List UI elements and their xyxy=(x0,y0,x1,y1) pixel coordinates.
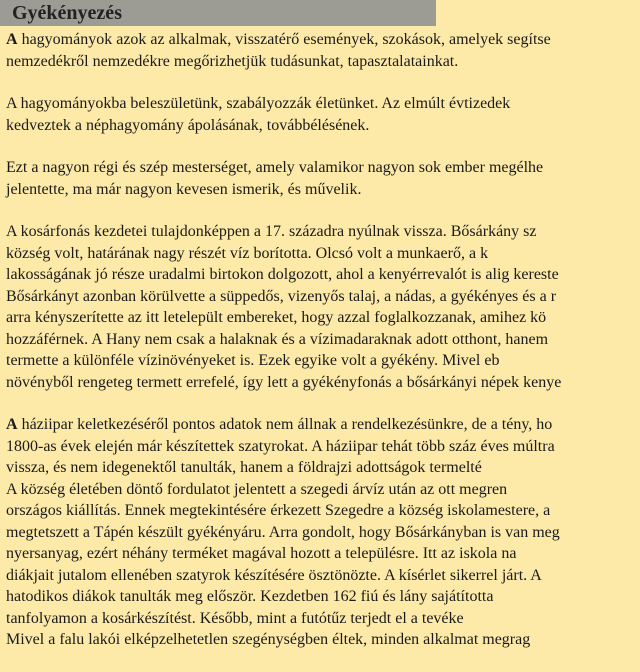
paragraph-4 xyxy=(6,221,640,393)
paragraph-5 xyxy=(6,414,640,651)
text-line: növényből rengeteg termett errefelé, így lett a gyékényfonás a bősárkányi népek kenye xyxy=(6,373,562,391)
text-line: arra kényszerítette az itt letelepült embereket, hogy azzal foglalkozzanak, amihez kö xyxy=(6,309,547,326)
text-line: diákjait jutalom ellenében szatyrok készítésére ösztönözte. A kísérlet sikerrel járt. A xyxy=(6,566,542,584)
text-line: országos kiállítás. Ennek megtekintésére érkezett Szegedre a község iskolamestere, a xyxy=(6,502,551,519)
text-line xyxy=(6,414,640,436)
text-line: Bősárkányt azonban körülvette a süppedős, vizenyős talaj, a nádas, a gyékényes és a r xyxy=(6,287,557,305)
text-line: Mivel a falu lakói elképzelhetetlen szegénységben éltek, minden alkalmat megrag xyxy=(6,631,531,648)
first-letter: A xyxy=(6,416,18,433)
text-line: hatodikos diákok tanulták meg először. Kezdetben 162 fiú és lány sajátította xyxy=(6,588,494,605)
text-line: megtetszett a Tápén készült gyékényáru. Arra gondolt, hogy Bősárkányban is van meg xyxy=(6,523,560,541)
text-line: A kosárfonás kezdetei tulajdonképpen a 17. századra nyúlnak vissza. Bősárkány sz xyxy=(6,223,537,240)
text-line: kedveztek a néphagyomány ápolásának, továbbélésének. xyxy=(6,116,370,134)
title-bar xyxy=(0,0,436,26)
line-text: háziipar keletkezéséről pontos adatok nem állnak a rendelkezésünkre, de a tény, ho xyxy=(17,416,553,433)
text-line: Ezt a nagyon régi és szép mesterséget, amely valamikor nagyon sok ember megélhe xyxy=(6,159,544,176)
text-line: A hagyományokba beleszületünk, szabályozzák életünket. Az elmúlt évtizedek xyxy=(6,95,511,112)
text-line: jelentette, ma már nagyon kevesen ismerik, és művelik. xyxy=(6,180,362,198)
article-body xyxy=(6,29,640,672)
paragraph-1 xyxy=(6,29,640,72)
text-line xyxy=(6,29,640,51)
text-line: nemzedékről nemzedékre megőrizhetjük tudásunkat, tapasztalatainkat. xyxy=(6,52,459,70)
text-line: A község életében döntő fordulatot jelentett a szegedi árvíz után az ott megren xyxy=(6,480,508,498)
text-line: hozzáférnek. A Hany nem csak a halaknak és a vízimadaraknak adott otthont, hanem xyxy=(6,330,549,348)
paragraph-2 xyxy=(6,93,640,136)
paragraph-3 xyxy=(6,157,640,200)
text-line: termette a különféle vízinövényeket is. Ezek egyike volt a gyékény. Mivel eb xyxy=(6,352,500,369)
text-line: vissza, és nem idegenektől tanulták, hanem a földrajzi adottságok termelté xyxy=(6,459,482,476)
line-text: hagyományok azok az alkalmak, visszatérő események, szokások, amelyek segítse xyxy=(17,31,551,48)
first-letter: A xyxy=(6,31,18,48)
text-line: 1800-as évek elején már készítettek szatyrokat. A háziipar tehát több száz éves múltra xyxy=(6,437,555,455)
text-line: tanfolyamon a kosárkészítést. Később, mint a futótűz terjedt el a tevéke xyxy=(6,609,464,627)
text-line: község volt, határának nagy részét víz borította. Olcsó volt a munkaerő, a k xyxy=(6,244,489,262)
text-line: nyersanyag, ezért néhány terméket magával hozott a településre. Itt az iskola na xyxy=(6,545,517,562)
text-line: lakosságának jó része uradalmi birtokon dolgozott, ahol a kenyérrevalót is alig kereste xyxy=(6,266,559,283)
page-title: Gyékényezés xyxy=(12,2,122,24)
